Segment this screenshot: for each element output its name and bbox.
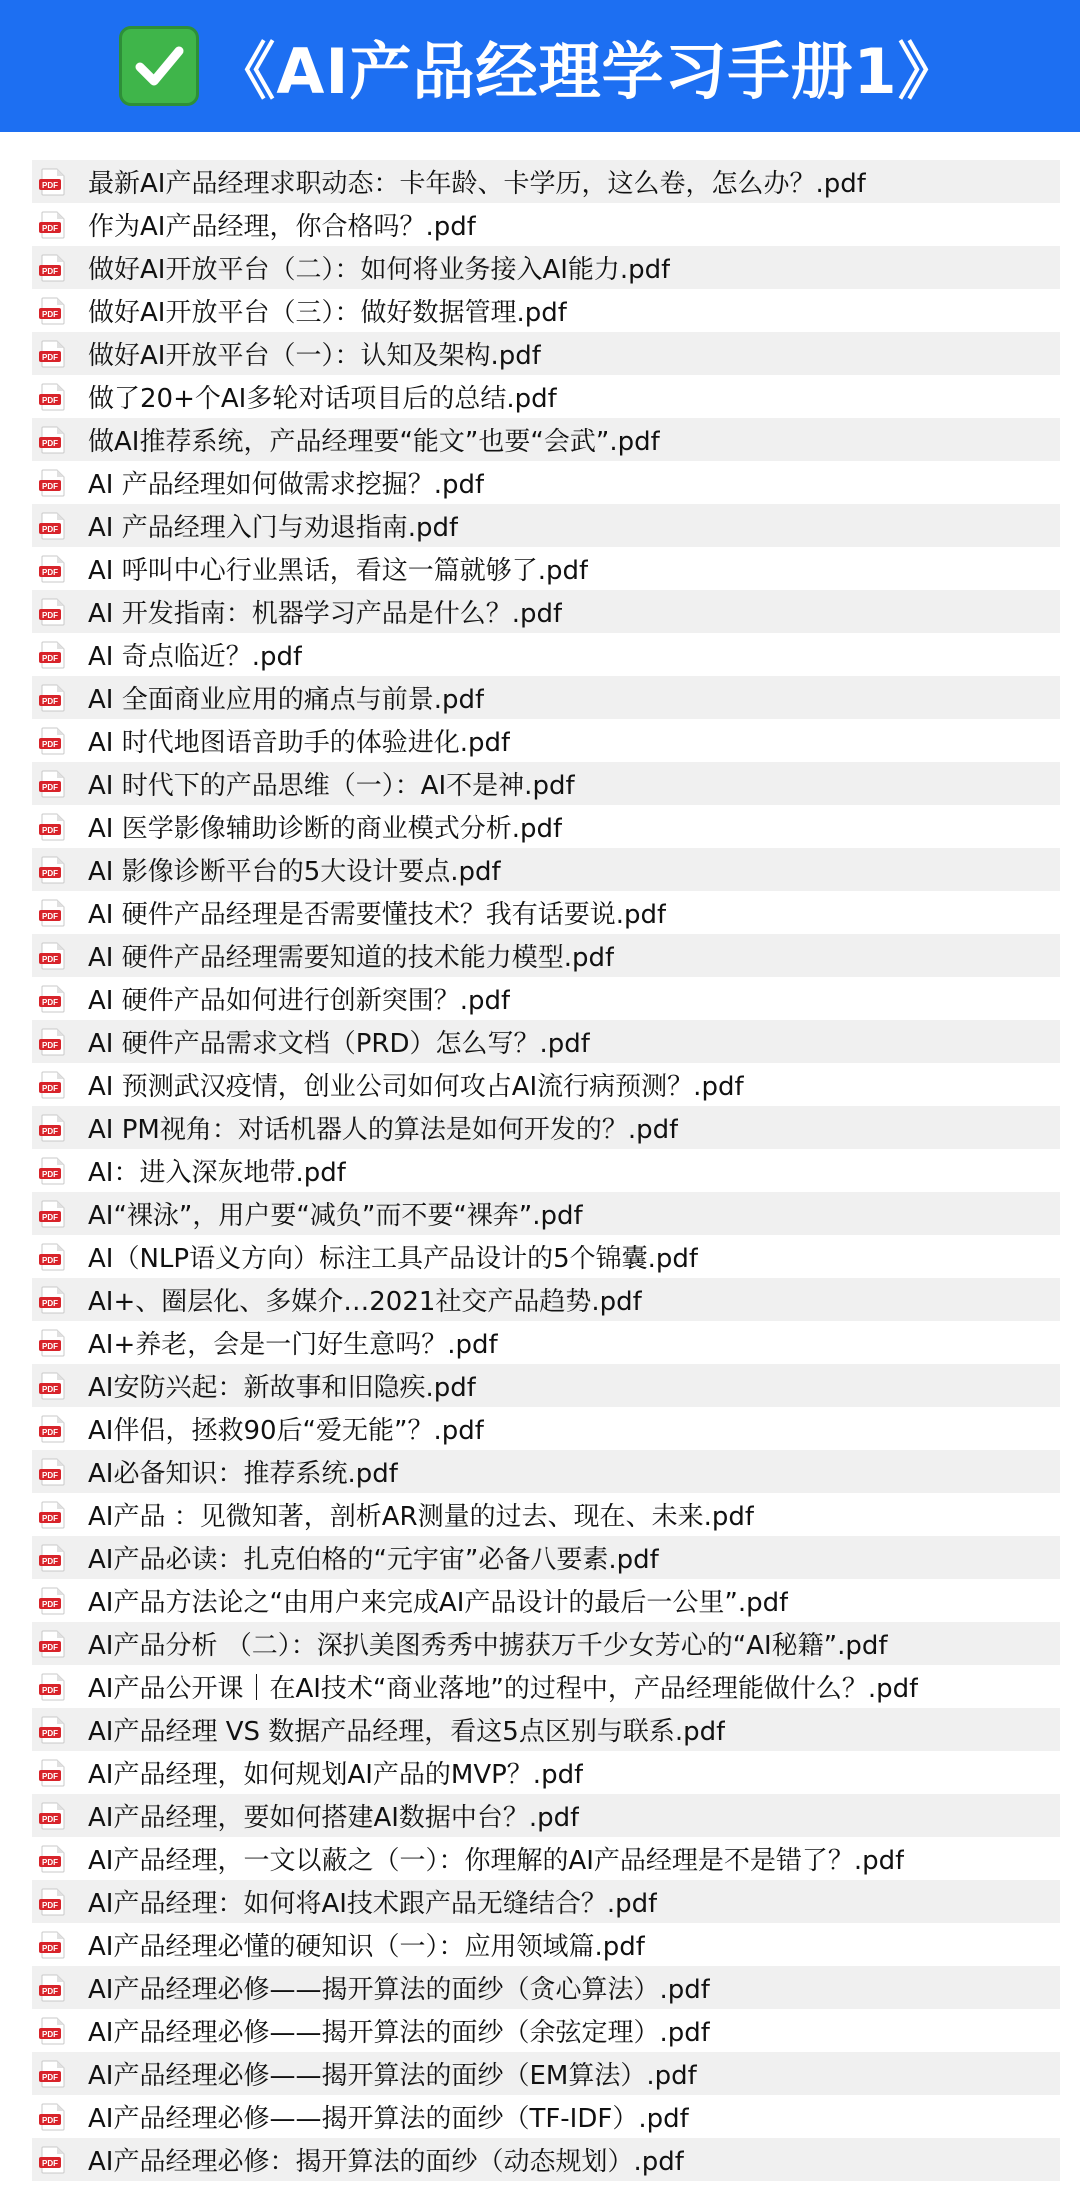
- pdf-file-icon: [38, 1113, 68, 1143]
- svg-text:PDF: PDF: [42, 352, 58, 362]
- svg-text:PDF: PDF: [42, 1900, 58, 1910]
- file-name: AI产品分析 （二）：深扒美图秀秀中掳获万千少女芳心的“AI秘籍”.pdf: [88, 1631, 888, 1661]
- pdf-file-icon: [38, 167, 68, 197]
- pdf-file-icon: [38, 511, 68, 541]
- svg-text:PDF: PDF: [42, 1728, 58, 1738]
- svg-text:PDF: PDF: [42, 567, 58, 577]
- file-row[interactable]: [32, 246, 1060, 289]
- check-mark-icon: [119, 26, 199, 106]
- file-name: AI产品方法论之“由用户来完成AI产品设计的最后一公里”.pdf: [88, 1588, 789, 1618]
- file-row[interactable]: [32, 719, 1060, 762]
- svg-text:PDF: PDF: [42, 1040, 58, 1050]
- pdf-file-icon: [38, 898, 68, 928]
- svg-text:PDF: PDF: [42, 180, 58, 190]
- svg-text:PDF: PDF: [42, 2158, 58, 2168]
- file-row[interactable]: [32, 332, 1060, 375]
- file-name: AI产品经理，如何规划AI产品的MVP？.pdf: [88, 1760, 584, 1790]
- file-name: AI 奇点临近？.pdf: [88, 642, 303, 672]
- pdf-file-icon: [38, 984, 68, 1014]
- pdf-file-icon: [38, 1930, 68, 1960]
- pdf-file-icon: [38, 941, 68, 971]
- file-name: AI“裸泳”，用户要“减负”而不要“裸奔”.pdf: [88, 1201, 583, 1231]
- svg-text:PDF: PDF: [42, 438, 58, 448]
- svg-text:PDF: PDF: [42, 782, 58, 792]
- svg-text:PDF: PDF: [42, 825, 58, 835]
- pdf-file-icon: [38, 1285, 68, 1315]
- title-wrap: [119, 22, 960, 111]
- pdf-file-icon: [38, 1414, 68, 1444]
- svg-text:PDF: PDF: [42, 739, 58, 749]
- svg-text:PDF: PDF: [42, 1169, 58, 1179]
- pdf-file-icon: [38, 1027, 68, 1057]
- pdf-file-icon: [38, 769, 68, 799]
- pdf-file-icon: [38, 1801, 68, 1831]
- file-row[interactable]: [32, 1364, 1060, 1407]
- file-row[interactable]: [32, 1579, 1060, 1622]
- file-row[interactable]: [32, 1966, 1060, 2009]
- svg-text:PDF: PDF: [42, 1943, 58, 1953]
- file-name: AI 呼叫中心行业黑话，看这一篇就够了.pdf: [88, 556, 589, 586]
- pdf-file-icon: [38, 683, 68, 713]
- file-row[interactable]: [32, 1063, 1060, 1106]
- file-name: 做好AI开放平台（二）：如何将业务接入AI能力.pdf: [88, 255, 671, 285]
- svg-text:PDF: PDF: [42, 2029, 58, 2039]
- file-row[interactable]: [32, 1020, 1060, 1063]
- file-name: 作为AI产品经理，你合格吗？.pdf: [88, 212, 476, 242]
- file-row[interactable]: [32, 977, 1060, 1020]
- svg-text:PDF: PDF: [42, 1083, 58, 1093]
- file-name: AI 产品经理如何做需求挖掘？.pdf: [88, 470, 485, 500]
- file-row[interactable]: [32, 1880, 1060, 1923]
- svg-text:PDF: PDF: [42, 1384, 58, 1394]
- file-name: 做AI推荐系统，产品经理要“能文”也要“会武”.pdf: [88, 427, 660, 457]
- file-name: AI 硬件产品经理需要知道的技术能力模型.pdf: [88, 943, 615, 973]
- file-row[interactable]: [32, 461, 1060, 504]
- svg-text:PDF: PDF: [42, 1298, 58, 1308]
- pdf-file-icon: [38, 425, 68, 455]
- file-row[interactable]: [32, 1665, 1060, 1708]
- file-name: AI 硬件产品经理是否需要懂技术？我有话要说.pdf: [88, 900, 667, 930]
- file-name: AI产品经理：如何将AI技术跟产品无缝结合？.pdf: [88, 1889, 658, 1919]
- file-row[interactable]: [32, 1622, 1060, 1665]
- svg-text:PDF: PDF: [42, 954, 58, 964]
- pdf-file-icon: [38, 640, 68, 670]
- file-name: AI伴侣，拯救90后“爱无能”？.pdf: [88, 1416, 484, 1446]
- file-row[interactable]: [32, 547, 1060, 590]
- svg-text:PDF: PDF: [42, 1986, 58, 1996]
- svg-text:PDF: PDF: [42, 223, 58, 233]
- file-name: AI 硬件产品如何进行创新突围？.pdf: [88, 986, 511, 1016]
- header-banner: [0, 0, 1080, 132]
- pdf-file-icon: [38, 1586, 68, 1616]
- pdf-file-icon: [38, 296, 68, 326]
- svg-text:PDF: PDF: [42, 997, 58, 1007]
- file-name: AI（NLP语义方向）标注工具产品设计的5个锦囊.pdf: [88, 1244, 699, 1274]
- file-row[interactable]: [32, 762, 1060, 805]
- file-name: AI 时代下的产品思维（一）：AI不是神.pdf: [88, 771, 575, 801]
- pdf-file-icon: [38, 1543, 68, 1573]
- svg-text:PDF: PDF: [42, 1341, 58, 1351]
- pdf-file-icon: [38, 726, 68, 756]
- pdf-file-icon: [38, 1199, 68, 1229]
- svg-text:PDF: PDF: [42, 1599, 58, 1609]
- file-row[interactable]: [32, 289, 1060, 332]
- file-row[interactable]: [32, 203, 1060, 246]
- pdf-file-icon: [38, 339, 68, 369]
- file-name: AI 预测武汉疫情，创业公司如何攻占AI流行病预测？.pdf: [88, 1072, 744, 1102]
- file-row[interactable]: [32, 633, 1060, 676]
- pdf-file-icon: [38, 1844, 68, 1874]
- file-row[interactable]: [32, 1278, 1060, 1321]
- file-name: AI必备知识：推荐系统.pdf: [88, 1459, 398, 1489]
- file-row[interactable]: [32, 1837, 1060, 1880]
- file-name: AI产品公开课｜在AI技术“商业落地”的过程中，产品经理能做什么？.pdf: [88, 1674, 919, 1704]
- pdf-file-icon: [38, 812, 68, 842]
- svg-text:PDF: PDF: [42, 266, 58, 276]
- svg-text:PDF: PDF: [42, 1556, 58, 1566]
- pdf-file-icon: [38, 1887, 68, 1917]
- file-name: 最新AI产品经理求职动态：卡年龄、卡学历，这么卷，怎么办？.pdf: [88, 169, 866, 199]
- pdf-file-icon: [38, 1328, 68, 1358]
- file-name: AI产品经理必修——揭开算法的面纱（贪心算法）.pdf: [88, 1975, 710, 2005]
- file-name: AI 全面商业应用的痛点与前景.pdf: [88, 685, 485, 715]
- svg-text:PDF: PDF: [42, 395, 58, 405]
- svg-text:PDF: PDF: [42, 2072, 58, 2082]
- pdf-file-icon: [38, 1672, 68, 1702]
- file-row[interactable]: [32, 1450, 1060, 1493]
- file-row[interactable]: [32, 1794, 1060, 1837]
- pdf-file-icon: [38, 597, 68, 627]
- file-row[interactable]: [32, 676, 1060, 719]
- file-row[interactable]: [32, 1493, 1060, 1536]
- pdf-file-icon: [38, 1973, 68, 2003]
- file-row[interactable]: [32, 1321, 1060, 1364]
- file-name: 做好AI开放平台（一）：认知及架构.pdf: [88, 341, 541, 371]
- file-name: AI 时代地图语音助手的体验进化.pdf: [88, 728, 511, 758]
- file-row[interactable]: [32, 418, 1060, 461]
- svg-text:PDF: PDF: [42, 309, 58, 319]
- pdf-file-icon: [38, 1500, 68, 1530]
- pdf-file-icon: [38, 2145, 68, 2175]
- file-row[interactable]: [32, 1235, 1060, 1278]
- file-name: AI 影像诊断平台的5大设计要点.pdf: [88, 857, 501, 887]
- file-row[interactable]: [32, 1708, 1060, 1751]
- file-name: AI：进入深灰地带.pdf: [88, 1158, 346, 1188]
- svg-text:PDF: PDF: [42, 868, 58, 878]
- pdf-file-icon: [38, 2016, 68, 2046]
- file-row[interactable]: [32, 1923, 1060, 1966]
- svg-text:PDF: PDF: [42, 1427, 58, 1437]
- file-row[interactable]: [32, 160, 1060, 203]
- file-row[interactable]: [32, 1149, 1060, 1192]
- file-name: AI产品经理必修——揭开算法的面纱（余弦定理）.pdf: [88, 2018, 710, 2048]
- file-row[interactable]: [32, 590, 1060, 633]
- svg-text:PDF: PDF: [42, 1814, 58, 1824]
- file-name: AI产品经理，要如何搭建AI数据中台？.pdf: [88, 1803, 580, 1833]
- svg-text:PDF: PDF: [42, 1212, 58, 1222]
- pdf-file-icon: [38, 855, 68, 885]
- svg-text:PDF: PDF: [42, 1255, 58, 1265]
- pdf-file-icon: [38, 1457, 68, 1487]
- file-name: AI 医学影像辅助诊断的商业模式分析.pdf: [88, 814, 563, 844]
- pdf-file-icon: [38, 2059, 68, 2089]
- pdf-file-icon: [38, 210, 68, 240]
- file-row[interactable]: [32, 1751, 1060, 1794]
- pdf-file-icon: [38, 1758, 68, 1788]
- svg-text:PDF: PDF: [42, 2115, 58, 2125]
- svg-text:PDF: PDF: [42, 696, 58, 706]
- file-name: AI 硬件产品需求文档（PRD）怎么写？.pdf: [88, 1029, 590, 1059]
- file-row[interactable]: [32, 1106, 1060, 1149]
- svg-text:PDF: PDF: [42, 481, 58, 491]
- file-row[interactable]: [32, 375, 1060, 418]
- pdf-file-icon: [38, 554, 68, 584]
- file-name: AI产品经理必懂的硬知识（一）：应用领域篇.pdf: [88, 1932, 645, 1962]
- file-list: [32, 160, 1060, 2181]
- file-name: AI安防兴起：新故事和旧隐疾.pdf: [88, 1373, 476, 1403]
- file-row[interactable]: [32, 2009, 1060, 2052]
- svg-text:PDF: PDF: [42, 1642, 58, 1652]
- file-row[interactable]: [32, 1536, 1060, 1579]
- pdf-file-icon: [38, 1156, 68, 1186]
- file-name: AI产品经理，一文以蔽之（一）：你理解的AI产品经理是不是错了？.pdf: [88, 1846, 905, 1876]
- file-row[interactable]: [32, 504, 1060, 547]
- file-name: 做好AI开放平台（三）：做好数据管理.pdf: [88, 298, 567, 328]
- file-name: AI+、圈层化、多媒介…2021社交产品趋势.pdf: [88, 1287, 642, 1317]
- svg-text:PDF: PDF: [42, 1126, 58, 1136]
- file-row[interactable]: [32, 1192, 1060, 1235]
- svg-text:PDF: PDF: [42, 1513, 58, 1523]
- pdf-file-icon: [38, 253, 68, 283]
- file-name: AI产品经理 VS 数据产品经理，看这5点区别与联系.pdf: [88, 1717, 726, 1747]
- file-row[interactable]: [32, 934, 1060, 977]
- page-title: 《AI产品经理学习手册1》: [213, 34, 961, 108]
- file-row[interactable]: [32, 2052, 1060, 2095]
- file-row[interactable]: [32, 848, 1060, 891]
- file-row[interactable]: [32, 2138, 1060, 2181]
- svg-text:PDF: PDF: [42, 653, 58, 663]
- file-name: AI产品经理必修——揭开算法的面纱（EM算法）.pdf: [88, 2061, 697, 2091]
- svg-text:PDF: PDF: [42, 1685, 58, 1695]
- pdf-file-icon: [38, 2102, 68, 2132]
- file-name: AI产品经理必修——揭开算法的面纱（TF-IDF）.pdf: [88, 2104, 689, 2134]
- file-name: AI产品必读：扎克伯格的“元宇宙”必备八要素.pdf: [88, 1545, 659, 1575]
- file-row[interactable]: [32, 2095, 1060, 2138]
- file-name: AI产品 ：见微知著，剖析AR测量的过去、现在、未来.pdf: [88, 1502, 754, 1532]
- file-name: AI+养老，会是一门好生意吗？.pdf: [88, 1330, 498, 1360]
- svg-text:PDF: PDF: [42, 1857, 58, 1867]
- file-name: AI 开发指南：机器学习产品是什么？.pdf: [88, 599, 563, 629]
- pdf-file-icon: [38, 1242, 68, 1272]
- svg-text:PDF: PDF: [42, 1771, 58, 1781]
- pdf-file-icon: [38, 382, 68, 412]
- svg-text:PDF: PDF: [42, 524, 58, 534]
- file-name: AI产品经理必修：揭开算法的面纱（动态规划）.pdf: [88, 2147, 684, 2177]
- pdf-file-icon: [38, 1629, 68, 1659]
- svg-text:PDF: PDF: [42, 1470, 58, 1480]
- file-row[interactable]: [32, 1407, 1060, 1450]
- svg-text:PDF: PDF: [42, 911, 58, 921]
- pdf-file-icon: [38, 468, 68, 498]
- file-row[interactable]: [32, 805, 1060, 848]
- pdf-file-icon: [38, 1715, 68, 1745]
- file-name: AI 产品经理入门与劝退指南.pdf: [88, 513, 459, 543]
- file-name: 做了20+个AI多轮对话项目后的总结.pdf: [88, 384, 557, 414]
- file-row[interactable]: [32, 891, 1060, 934]
- file-name: AI PM视角：对话机器人的算法是如何开发的？.pdf: [88, 1115, 679, 1145]
- pdf-file-icon: [38, 1070, 68, 1100]
- pdf-file-icon: [38, 1371, 68, 1401]
- svg-text:PDF: PDF: [42, 610, 58, 620]
